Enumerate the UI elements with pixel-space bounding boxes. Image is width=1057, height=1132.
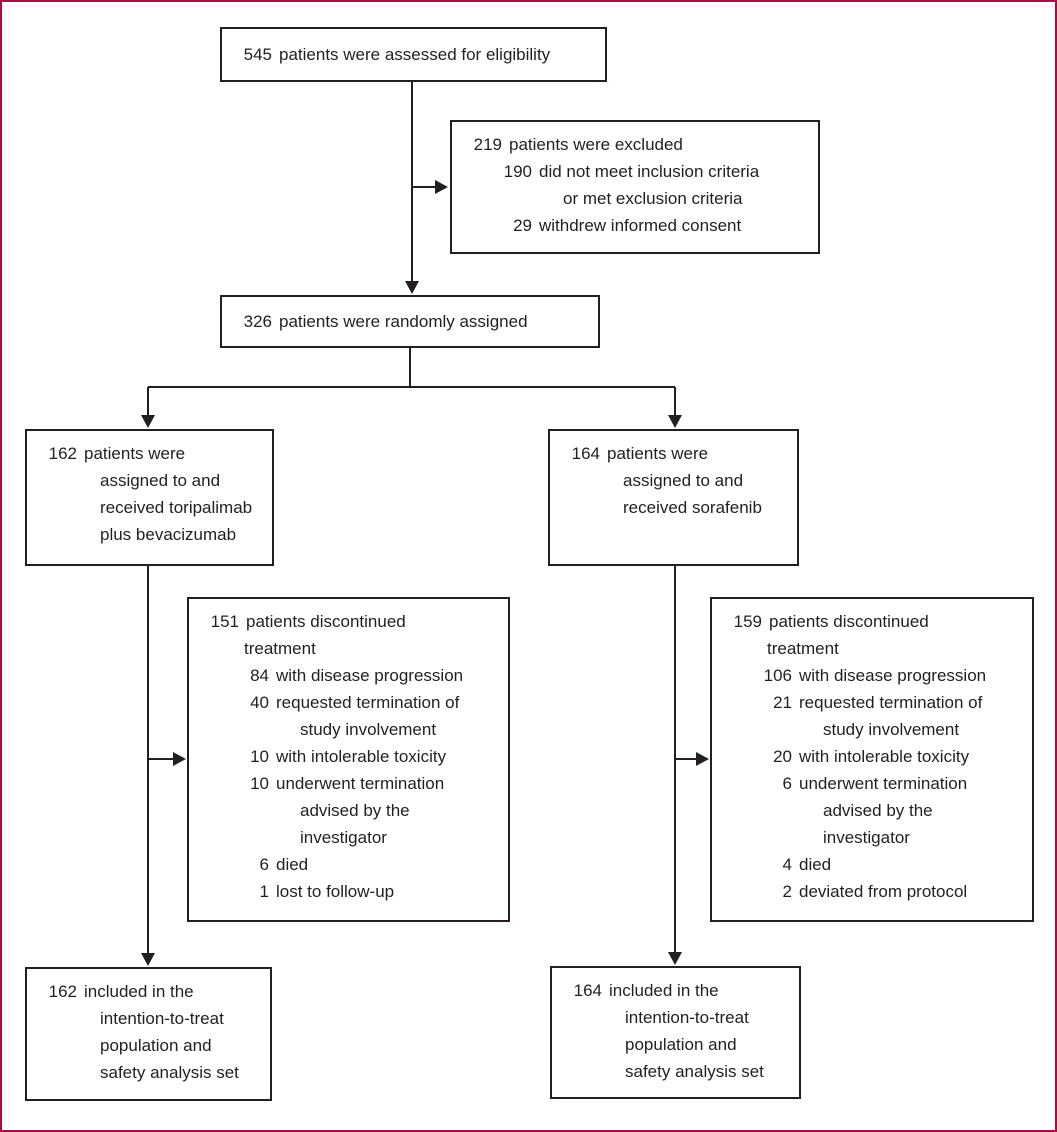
text-line: [202, 608, 496, 635]
text-line: [202, 689, 496, 716]
text-line: [725, 608, 1020, 635]
box-discontinued-sorafenib: [710, 597, 1034, 922]
line-count: 219: [473, 135, 502, 154]
line-text: underwent termination: [276, 774, 445, 793]
text-line: assigned to and: [100, 471, 221, 490]
line-count: 106: [763, 666, 792, 685]
text-line: [725, 770, 1020, 797]
text-line: population and: [100, 1036, 212, 1055]
text-line: [465, 131, 806, 158]
text-line: [202, 878, 496, 905]
line-count: 545: [243, 45, 272, 64]
text-line: safety analysis set: [625, 1062, 764, 1081]
text-line: treatment: [767, 639, 839, 658]
text-line: advised by the: [300, 801, 410, 820]
text-line: intention-to-treat: [100, 1009, 224, 1028]
line-text: included in the: [609, 981, 719, 1000]
text-line: study involvement: [823, 720, 960, 739]
line-count: 164: [571, 444, 600, 463]
line-count: 6: [782, 774, 792, 793]
line-text: requested termination of: [799, 693, 983, 712]
line-count: 29: [513, 216, 532, 235]
line-text: deviated from protocol: [799, 882, 968, 901]
text-line: received sorafenib: [623, 498, 762, 517]
text-line: or met exclusion criteria: [563, 189, 743, 208]
text-line: [563, 440, 785, 467]
text-line: [725, 689, 1020, 716]
text-line: study involvement: [300, 720, 437, 739]
arrowhead-right-excluded: [435, 180, 448, 194]
line-text: underwent termination: [799, 774, 968, 793]
text-line: assigned to and: [623, 471, 744, 490]
box-itt-toripalimab: [25, 967, 272, 1101]
line-count: 40: [250, 693, 269, 712]
line-count: 326: [243, 312, 272, 331]
line-count: 190: [503, 162, 532, 181]
line-count: 162: [48, 982, 77, 1001]
text-line: investigator: [300, 828, 387, 847]
text-line: intention-to-treat: [625, 1008, 749, 1027]
line-text: lost to follow-up: [276, 882, 395, 901]
line-text: patients were assessed for eligibility: [279, 45, 551, 64]
box-arm-sorafenib: [548, 429, 799, 566]
text-line: [725, 743, 1020, 770]
line-count: 1: [259, 882, 269, 901]
line-count: 151: [210, 612, 239, 631]
line-text: patients discontinued: [246, 612, 406, 631]
line-count: 6: [259, 855, 269, 874]
line-count: 159: [733, 612, 762, 631]
line-text: patients were randomly assigned: [279, 312, 528, 331]
text-line: investigator: [823, 828, 910, 847]
line-text: requested termination of: [276, 693, 460, 712]
text-line: plus bevacizumab: [100, 525, 237, 544]
line-text: died: [276, 855, 309, 874]
line-text: patients discontinued: [769, 612, 929, 631]
text-line: [465, 212, 806, 239]
arrowhead-down-arm-sora: [668, 415, 682, 428]
line-text: with disease progression: [799, 666, 987, 685]
text-line: received toripalimab: [100, 498, 253, 517]
arrowhead-right-disc-tori: [173, 752, 186, 766]
box-arm-toripalimab-bevacizumab: [25, 429, 274, 566]
arrowhead-down-itt-sora: [668, 952, 682, 965]
line-count: 84: [250, 666, 269, 685]
line-text: with disease progression: [276, 666, 464, 685]
arrowhead-down-itt-tori: [141, 953, 155, 966]
line-text: with intolerable toxicity: [276, 747, 447, 766]
line-text: died: [799, 855, 832, 874]
text-line: population and: [625, 1035, 737, 1054]
line-count: 21: [773, 693, 792, 712]
text-line: [725, 878, 1020, 905]
line-text: did not meet inclusion criteria: [539, 162, 760, 181]
text-line: [465, 158, 806, 185]
text-line: [235, 308, 586, 335]
text-line: [725, 662, 1020, 689]
arrowhead-down-randomised: [405, 281, 419, 294]
line-text: patients were: [607, 444, 709, 463]
line-text: included in the: [84, 982, 194, 1001]
line-text: withdrew informed consent: [539, 216, 742, 235]
text-line: [40, 440, 260, 467]
line-count: 4: [782, 855, 792, 874]
line-count: 162: [48, 444, 77, 463]
box-randomly-assigned: [220, 295, 600, 348]
text-line: [40, 978, 258, 1005]
text-line: safety analysis set: [100, 1063, 239, 1082]
text-line: [202, 743, 496, 770]
line-randomised-split: [148, 348, 675, 421]
line-count: 10: [250, 747, 269, 766]
text-line: [202, 662, 496, 689]
box-assessed-eligibility: [220, 27, 607, 82]
box-discontinued-toripalimab: [187, 597, 510, 922]
text-line: advised by the: [823, 801, 933, 820]
line-text: patients were: [84, 444, 186, 463]
box-excluded: [450, 120, 820, 254]
line-count: 20: [773, 747, 792, 766]
box-itt-sorafenib: [550, 966, 801, 1099]
line-count: 2: [782, 882, 792, 901]
line-text: with intolerable toxicity: [799, 747, 970, 766]
line-count: 164: [573, 981, 602, 1000]
text-line: [235, 41, 593, 68]
line-count: 10: [250, 774, 269, 793]
text-line: [725, 851, 1020, 878]
text-line: [565, 977, 787, 1004]
text-line: treatment: [244, 639, 316, 658]
text-line: [202, 851, 496, 878]
text-line: [202, 770, 496, 797]
arrowhead-down-arm-tori: [141, 415, 155, 428]
line-text: patients were excluded: [509, 135, 683, 154]
arrowhead-right-disc-sora: [696, 752, 709, 766]
